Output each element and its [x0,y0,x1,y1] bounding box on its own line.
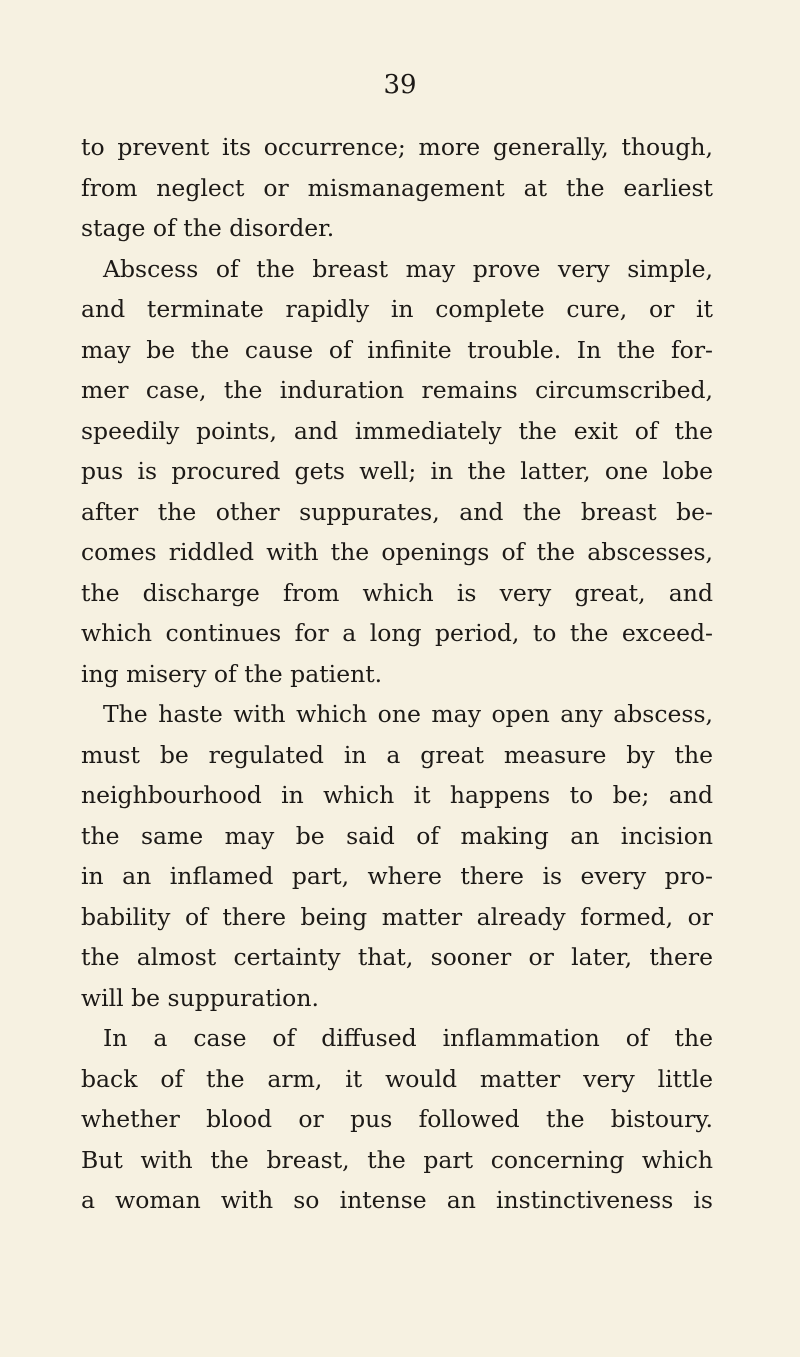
text-line: comes riddled with the openings of the abscesses, [81,538,713,566]
text-line: the almost certainty that, sooner or later, there [81,943,713,971]
text-line: back of the arm, it would matter very little [81,1064,713,1093]
text-line: may be the cause of infinite trouble. In the for- [81,335,713,364]
text-line: whether blood or pus followed the bistoury. [81,1105,713,1133]
text-line: to prevent its occurrence; more generally, though, [81,133,713,161]
text-line: In a case of diffused inflammation of the [103,1024,713,1052]
text-line: stage of the disorder. [81,214,335,242]
text-line: Abscess of the breast may prove very simple, [103,254,713,283]
page-number: 39 [383,70,417,100]
text-line: neighbourhood in which it happens to be; and [81,781,713,809]
text-line: bability of there being matter already formed, or [81,902,713,931]
text-line: pus is procured gets well; in the latter, one lobe [81,457,713,485]
text-line: after the other suppurates, and the breast be- [81,497,713,526]
text-line: will be suppuration. [81,983,319,1012]
text-line: mer case, the induration remains circumscribed, [81,376,713,404]
text-line: from neglect or mismanagement at the earliest [81,173,713,202]
text-line: speedily points, and immediately the exit of the [81,416,713,445]
text-line: But with the breast, the part concerning which [81,1145,713,1174]
text-line: in an inflamed part, where there is every pro- [81,862,713,890]
text-line: which continues for a long period, to the exceed- [81,619,713,647]
text-line: must be regulated in a great measure by the [81,740,713,769]
text-line: The haste with which one may open any abscess, [103,700,713,728]
text-line: a woman with so intense an instinctiveness is [81,1186,713,1214]
text-line: the same may be said of making an incision [81,821,713,850]
text-line: and terminate rapidly in complete cure, or it [81,295,713,323]
text-line: ing misery of the patient. [81,659,383,688]
text-line: the discharge from which is very great, and [81,578,713,607]
body-text [81,127,713,1221]
